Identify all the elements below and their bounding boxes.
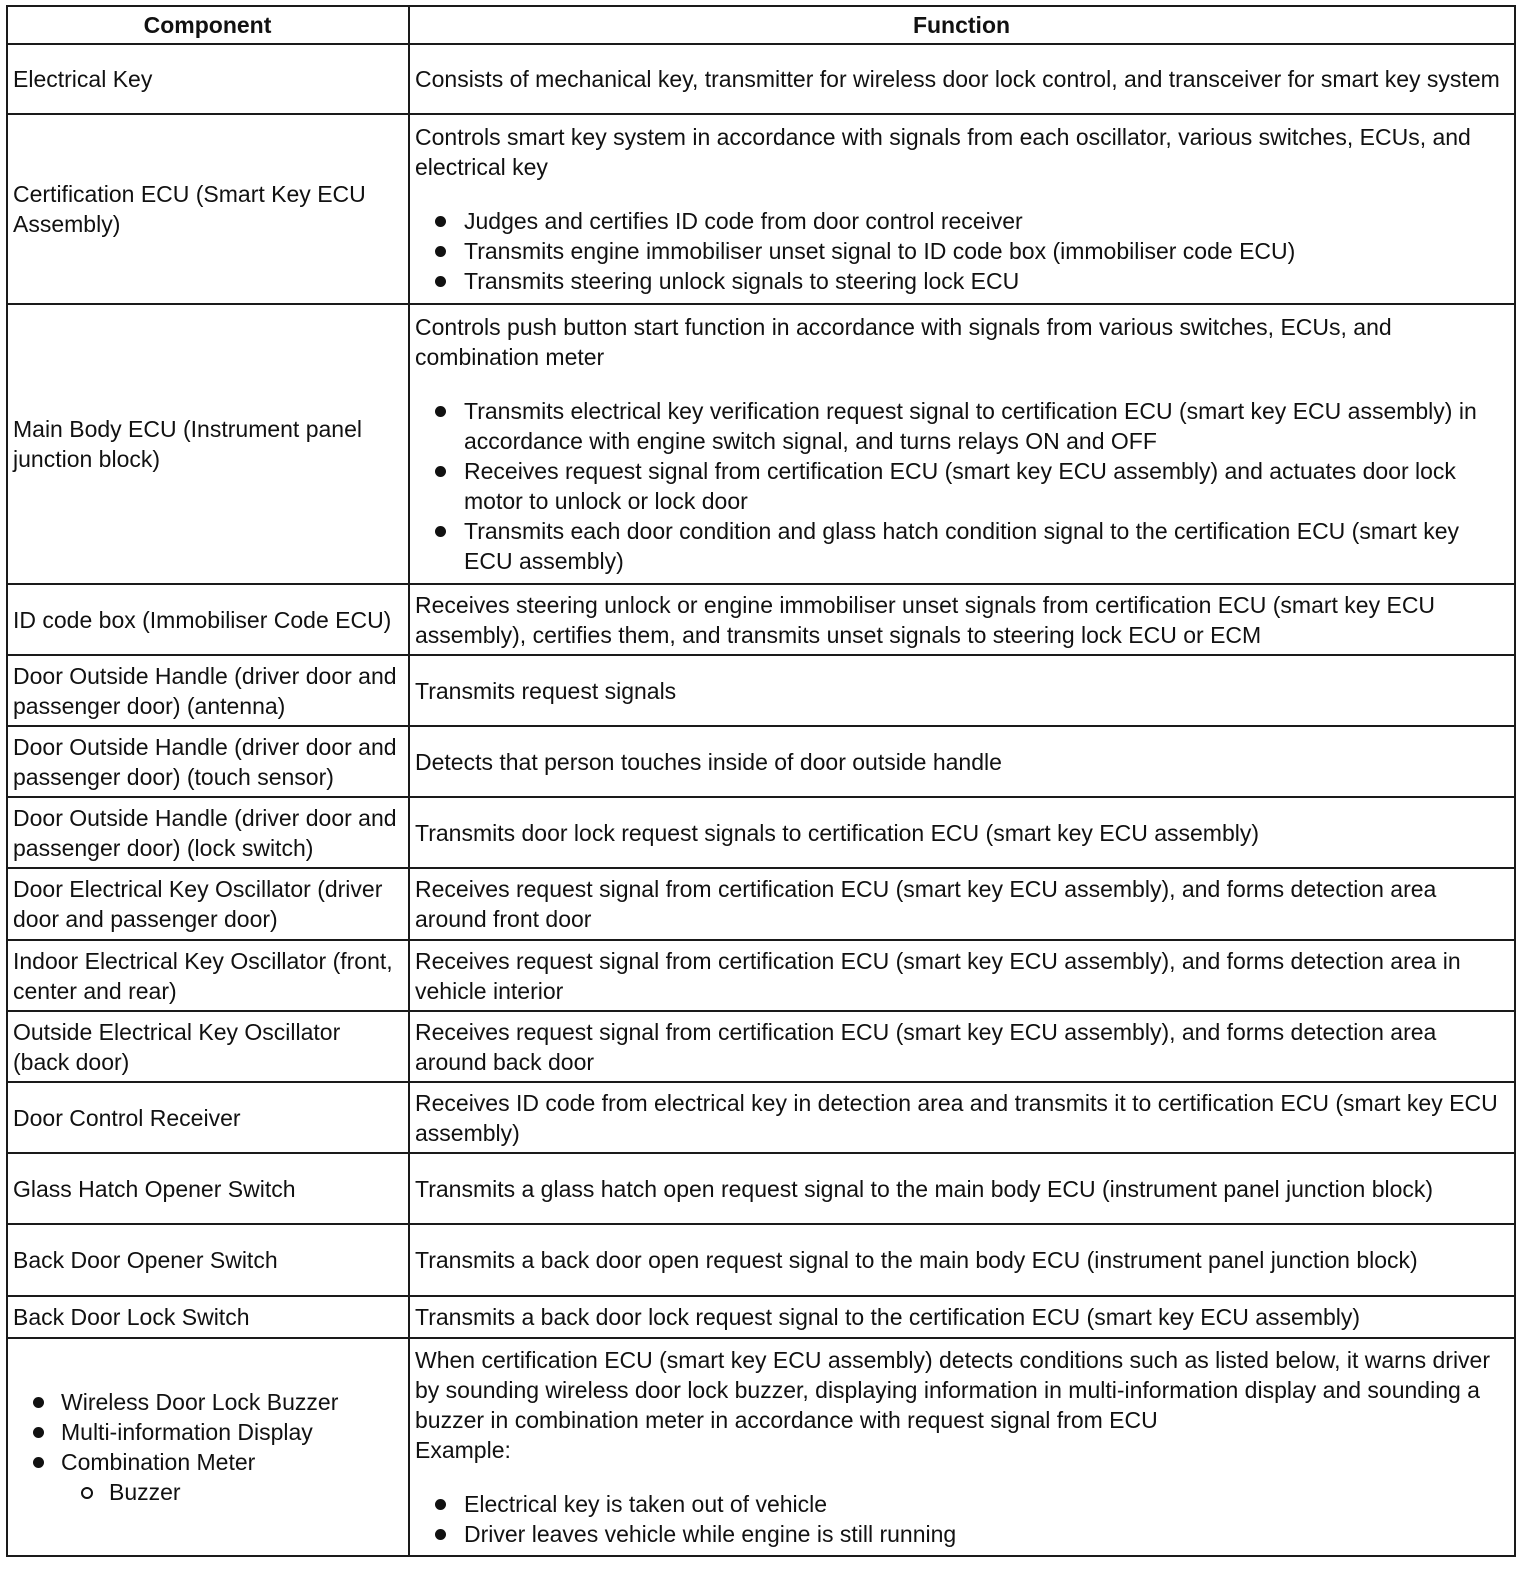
component-cell: Door Outside Handle (driver door and passenger door) (antenna) — [7, 655, 409, 726]
function-cell: Consists of mechanical key, transmitter for wireless door lock control, and transceiver for smart key system — [409, 44, 1515, 114]
table-row — [7, 304, 1515, 584]
component-cell: Door Control Receiver — [7, 1082, 409, 1153]
component-cell: Door Outside Handle (driver door and passenger door) (lock switch) — [7, 797, 409, 868]
function-cell: Transmits a glass hatch open request signal to the main body ECU (instrument panel junction block) — [409, 1153, 1515, 1224]
function-cell: Receives steering unlock or engine immobiliser unset signals from certification ECU (smart key ECU assembly), certifies them, and transmits unset signals to steering lock ECU or ECM — [409, 584, 1515, 655]
bullet-item — [13, 1447, 402, 1507]
table-row — [7, 584, 1515, 655]
table-row — [7, 1082, 1515, 1153]
table-header-row — [7, 6, 1515, 44]
function-cell: Detects that person touches inside of door outside handle — [409, 726, 1515, 797]
function-cell: Receives request signal from certification ECU (smart key ECU assembly), and forms detection area in vehicle interior — [409, 940, 1515, 1011]
table-row — [7, 1296, 1515, 1338]
component-column-header: Component — [7, 6, 409, 44]
table-row — [7, 655, 1515, 726]
table-row — [7, 940, 1515, 1011]
table-row — [7, 1338, 1515, 1556]
bullet-item: Transmits steering unlock signals to steering lock ECU — [415, 266, 1508, 296]
function-example-label: Example: — [415, 1437, 511, 1463]
bullet-item: Judges and certifies ID code from door control receiver — [415, 206, 1508, 236]
table-row — [7, 114, 1515, 304]
bullet-item: Transmits electrical key verification request signal to certification ECU (smart key ECU assembly) in accordance with engine switch signal, and turns relays ON and OFF — [415, 396, 1508, 456]
bullet-text: Combination Meter — [61, 1449, 256, 1475]
table-row — [7, 726, 1515, 797]
bullet-item: Receives request signal from certification ECU (smart key ECU assembly) and actuates door lock motor to unlock or lock door — [415, 456, 1508, 516]
function-cell — [409, 304, 1515, 584]
component-cell: Back Door Opener Switch — [7, 1224, 409, 1296]
component-cell — [7, 1338, 409, 1556]
bullet-item: Electrical key is taken out of vehicle — [415, 1489, 1508, 1519]
function-text: Controls smart key system in accordance with signals from each oscillator, various switches, ECUs, and electrical key — [415, 124, 1471, 180]
table-row — [7, 1011, 1515, 1082]
function-bullet-list — [415, 206, 1508, 296]
bullet-item: Multi-information Display — [13, 1417, 402, 1447]
table-row — [7, 797, 1515, 868]
bullet-item: Driver leaves vehicle while engine is still running — [415, 1519, 1508, 1549]
component-cell: Glass Hatch Opener Switch — [7, 1153, 409, 1224]
sub-bullet-item: Buzzer — [61, 1477, 402, 1507]
function-bullet-list — [415, 396, 1508, 576]
function-cell — [409, 1338, 1515, 1556]
component-function-table — [6, 5, 1516, 1557]
function-cell: Transmits a back door lock request signal to the certification ECU (smart key ECU assembly) — [409, 1296, 1515, 1338]
component-cell: Main Body ECU (Instrument panel junction block) — [7, 304, 409, 584]
table-row — [7, 1224, 1515, 1296]
function-cell: Receives ID code from electrical key in detection area and transmits it to certification ECU (smart key ECU assembly) — [409, 1082, 1515, 1153]
function-cell: Receives request signal from certification ECU (smart key ECU assembly), and forms detection area around back door — [409, 1011, 1515, 1082]
function-cell: Transmits door lock request signals to certification ECU (smart key ECU assembly) — [409, 797, 1515, 868]
component-cell: Door Electrical Key Oscillator (driver door and passenger door) — [7, 868, 409, 940]
component-function-document — [6, 5, 1514, 1557]
function-cell — [409, 114, 1515, 304]
function-bullet-list — [415, 1489, 1508, 1549]
bullet-item: Transmits each door condition and glass hatch condition signal to the certification ECU (smart key ECU assembly) — [415, 516, 1508, 576]
bullet-item: Transmits engine immobiliser unset signal to ID code box (immobiliser code ECU) — [415, 236, 1508, 266]
component-cell: Outside Electrical Key Oscillator (back door) — [7, 1011, 409, 1082]
function-column-header: Function — [409, 6, 1515, 44]
bullet-item: Wireless Door Lock Buzzer — [13, 1387, 402, 1417]
component-bullet-list — [13, 1387, 402, 1507]
table-row — [7, 1153, 1515, 1224]
component-sub-list — [61, 1477, 402, 1507]
function-cell: Transmits a back door open request signal to the main body ECU (instrument panel junction block) — [409, 1224, 1515, 1296]
component-cell: Back Door Lock Switch — [7, 1296, 409, 1338]
component-cell: Certification ECU (Smart Key ECU Assembly) — [7, 114, 409, 304]
function-text: When certification ECU (smart key ECU assembly) detects conditions such as listed below, it warns driver by sounding wireless door lock buzzer, displaying information in multi-information display and sounding a buzzer in combination meter in accordance with request signal from ECU — [415, 1347, 1491, 1433]
table-row — [7, 44, 1515, 114]
component-cell: ID code box (Immobiliser Code ECU) — [7, 584, 409, 655]
component-cell: Door Outside Handle (driver door and passenger door) (touch sensor) — [7, 726, 409, 797]
component-cell: Electrical Key — [7, 44, 409, 114]
table-row — [7, 868, 1515, 940]
function-cell: Receives request signal from certification ECU (smart key ECU assembly), and forms detection area around front door — [409, 868, 1515, 940]
function-cell: Transmits request signals — [409, 655, 1515, 726]
function-text: Controls push button start function in accordance with signals from various switches, ECUs, and combination meter — [415, 314, 1392, 370]
component-cell: Indoor Electrical Key Oscillator (front, center and rear) — [7, 940, 409, 1011]
